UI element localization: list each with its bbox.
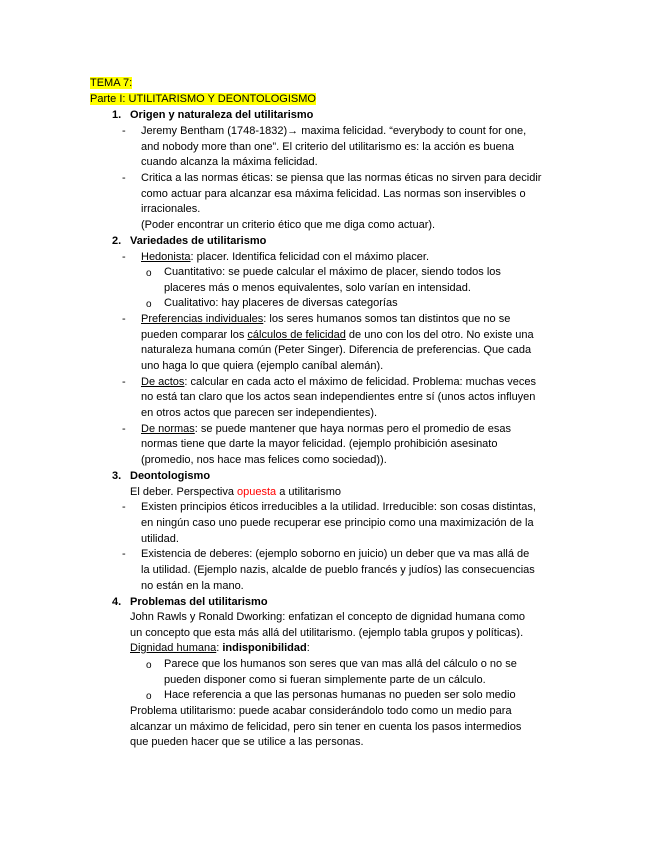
bentham-line-1	[141, 124, 526, 140]
normas-line-2: normas tiene que darte la mayor felicidad. (ejemplo prohibición asesinato	[141, 438, 498, 450]
tema-label: TEMA 7:	[90, 77, 133, 89]
indisponibilidad-term: indisponibilidad	[222, 642, 307, 654]
section-3-title: Deontologismo	[130, 470, 211, 482]
problema-line-1: Problema utilitarismo: puede acabar considerándolo todo como un medio para	[130, 705, 512, 717]
bullet-circle: o	[146, 268, 152, 279]
humanos-line-2: pueden disponer como si fueran simplemente parte de un cálculo.	[164, 674, 486, 686]
principios-line-1: Existen principios éticos irreducibles a la utilidad. Irreducible: son cosas distintas,	[141, 501, 536, 513]
bullet-dash: -	[122, 172, 126, 184]
section-4-number: 4.	[112, 596, 122, 608]
actos-line-3: en otros actos que parecen ser independientes).	[141, 407, 378, 419]
bullet-circle: o	[146, 660, 152, 671]
normas-line-3: (promedio, nos hace mas felices como sociedad)).	[141, 454, 387, 466]
preferencias-line-2	[141, 328, 534, 344]
deber-text-b: a utilitarismo	[276, 486, 341, 498]
critica-line-4: (Poder encontrar un criterio ético que me diga como actuar).	[141, 219, 436, 231]
critica-line-3: irracionales.	[141, 203, 201, 215]
section-2-title: Variedades de utilitarismo	[130, 235, 267, 247]
preferencias-line-4: uno haga lo que quiera (ejemplo caníbal alemán).	[141, 360, 384, 372]
preferencias-text-a: pueden comparar los	[141, 329, 248, 341]
deber-text-a: El deber. Perspectiva	[130, 486, 238, 498]
dignidad-line	[130, 641, 310, 657]
preferencias-line-3: naturaleza humana común (Peter Singer). Diferencia de preferencias. Que cada	[141, 344, 532, 356]
bullet-dash: -	[122, 548, 126, 560]
referencia-line: Hace referencia a que las personas humanas no pueden ser solo medio	[164, 689, 516, 701]
bentham-line-3: cuando alcanza la máxima felicidad.	[141, 156, 318, 168]
bullet-circle: o	[146, 691, 152, 702]
section-3-number: 3.	[112, 470, 122, 482]
bullet-dash: -	[122, 423, 126, 435]
dignidad-term: Dignidad humana	[130, 642, 217, 654]
bullet-circle: o	[146, 299, 152, 310]
bentham-text-b: maxima felicidad. “everybody to count for one,	[298, 125, 527, 137]
deberes-line-3: no están en la mano.	[141, 580, 244, 592]
critica-line-2: como actuar para alcanzar esa máxima felicidad. Las normas son inservibles o	[141, 188, 526, 200]
deber-intro	[130, 485, 341, 501]
parte-heading	[90, 92, 316, 108]
actos-text: : calcular en cada acto el máximo de felicidad. Problema: muchas veces	[184, 376, 536, 388]
dignidad-colon: :	[216, 642, 223, 654]
deberes-line-1: Existencia de deberes: (ejemplo soborno en juicio) un deber que va mas allá de	[141, 548, 530, 560]
bullet-dash: -	[122, 376, 126, 388]
dignidad-end: :	[306, 642, 310, 654]
arrow-icon: →	[287, 125, 299, 137]
problema-line-3: que pueden hacer que se utilice a las personas.	[130, 736, 364, 748]
preferencias-text: : los seres humanos somos tan distintos que no se	[263, 313, 511, 325]
critica-line-1: Critica a las normas éticas: se piensa que las normas éticas no sirven para decidir	[141, 172, 542, 184]
humanos-line-1: Parece que los humanos son seres que van mas allá del cálculo o no se	[164, 658, 517, 670]
section-1-title: Origen y naturaleza del utilitarismo	[130, 109, 314, 121]
normas-line-1	[141, 422, 511, 438]
preferencias-term: Preferencias individuales	[141, 313, 264, 325]
principios-line-2: en ningún caso uno puede recuperar ese principio como una maximización de la	[141, 517, 534, 529]
section-2-number: 2.	[112, 235, 122, 247]
rawls-line-2: un concepto que esta más allá del utilitarismo. (ejemplo tabla grupos y políticas).	[130, 627, 524, 639]
bullet-dash: -	[122, 501, 126, 513]
actos-term: De actos	[141, 376, 185, 388]
opuesta-red-text: opuesta	[237, 486, 277, 498]
hedonista-term: Hedonista	[141, 251, 191, 263]
preferencias-text-b: de uno con los del otro. No existe una	[345, 329, 534, 341]
hedonista-line	[141, 250, 429, 266]
bentham-text-a: Jeremy Bentham (1748-1832)	[141, 125, 288, 137]
cuantitativo-line-1: Cuantitativo: se puede calcular el máximo de placer, siendo todos los	[164, 266, 501, 278]
actos-line-2: no está tan claro que los actos sean independientes entre sí (unos actos influyen	[141, 391, 536, 403]
normas-term: De normas	[141, 423, 195, 435]
bullet-dash: -	[122, 125, 126, 137]
problema-line-2: alcanzar un máximo de felicidad, pero sin tener en cuenta los pasos intermedios	[130, 721, 522, 733]
actos-line-1	[141, 375, 536, 391]
cuantitativo-line-2: placeres más o menos equivalentes, solo varían en intensidad.	[164, 282, 471, 294]
cualitativo-line: Cualitativo: hay placeres de diversas categorías	[164, 297, 398, 309]
calculos-term: cálculos de felicidad	[247, 329, 346, 341]
section-4-title: Problemas del utilitarismo	[130, 596, 268, 608]
bullet-dash: -	[122, 251, 126, 263]
parte-label: Parte I: UTILITARISMO Y DEONTOLOGISMO	[90, 93, 316, 105]
normas-text: : se puede mantener que haya normas pero el promedio de esas	[194, 423, 511, 435]
deberes-line-2: la utilidad. (Ejemplo nazis, alcalde de pueblo francés y judíos) las consecuencias	[141, 564, 535, 576]
preferencias-line-1	[141, 312, 510, 328]
bullet-dash: -	[122, 313, 126, 325]
bentham-line-2: and nobody more than one”. El criterio del utilitarismo es: la acción es buena	[141, 141, 514, 153]
principios-line-3: utilidad.	[141, 533, 179, 545]
hedonista-text: : placer. Identifica felicidad con el máximo placer.	[190, 251, 430, 263]
tema-heading	[90, 76, 132, 92]
section-1-number: 1.	[112, 109, 122, 121]
rawls-line-1: John Rawls y Ronald Dworking: enfatizan el concepto de dignidad humana como	[130, 611, 526, 623]
